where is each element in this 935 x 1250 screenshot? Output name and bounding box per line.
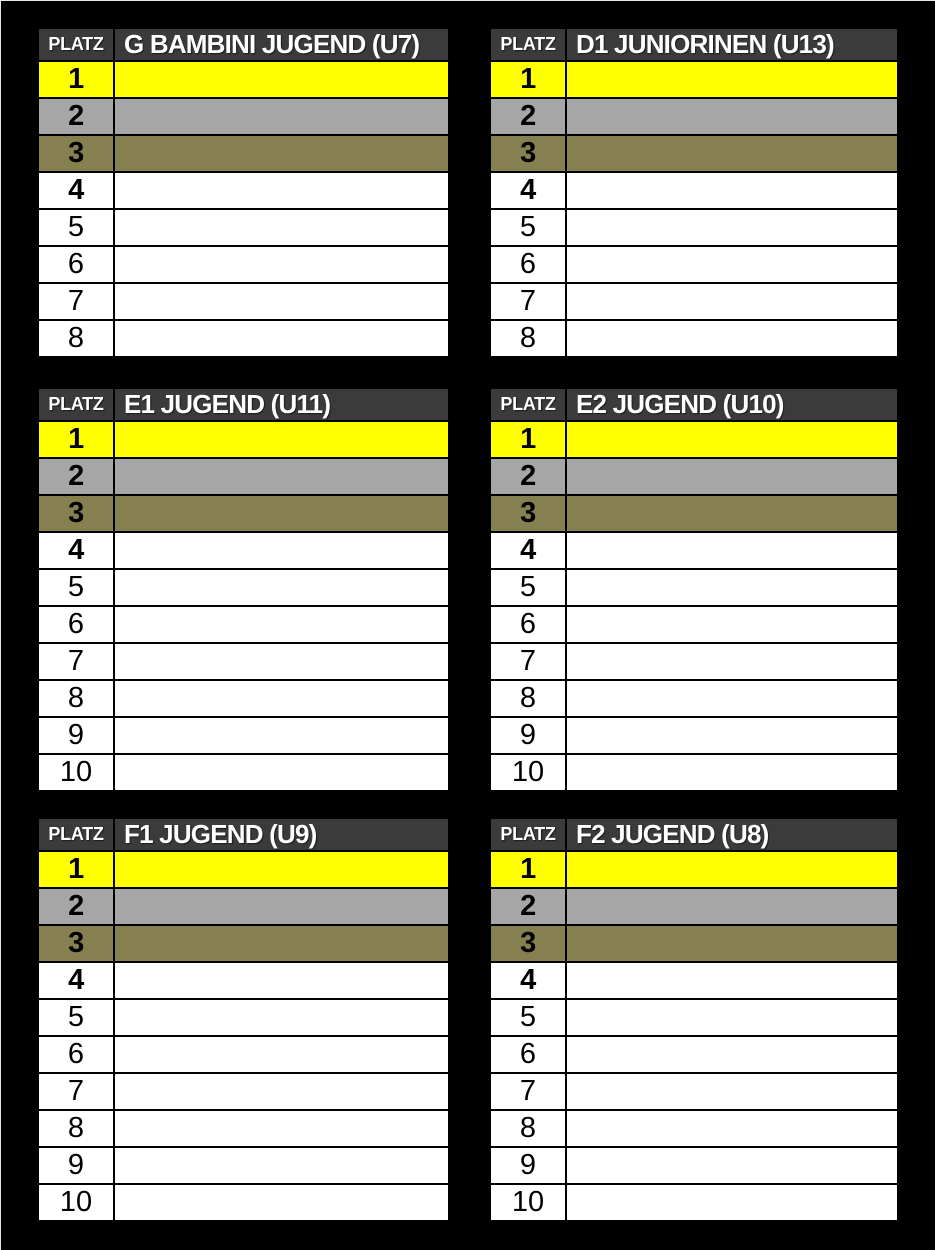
table-row xyxy=(38,717,449,754)
rank-cell: 4 xyxy=(490,172,566,209)
table-row xyxy=(38,925,449,962)
table-row xyxy=(38,1036,449,1073)
rank-cell: 7 xyxy=(490,283,566,320)
rank-cell: 5 xyxy=(490,569,566,606)
category-title-cell: D1 JUNIORINEN (U13) xyxy=(566,28,898,61)
ranking-table-d1-juniorinen-u13 xyxy=(489,27,899,358)
table-row xyxy=(38,209,449,246)
team-name-cell xyxy=(566,717,898,754)
table-header-row xyxy=(490,28,898,61)
rank-cell: 10 xyxy=(490,1184,566,1221)
team-name-cell xyxy=(566,1073,898,1110)
table-row xyxy=(38,283,449,320)
rank-cell: 10 xyxy=(490,754,566,791)
rank-cell: 5 xyxy=(490,999,566,1036)
platz-header-cell: PLATZ xyxy=(490,28,566,61)
team-name-cell xyxy=(566,283,898,320)
rank-cell: 4 xyxy=(490,962,566,999)
team-name-cell xyxy=(114,532,449,569)
team-name-cell xyxy=(114,754,449,791)
table-row xyxy=(38,135,449,172)
table-row xyxy=(490,962,898,999)
table-header-row xyxy=(38,388,449,421)
table-row xyxy=(490,717,898,754)
ranking-table-e2-jugend-u10 xyxy=(489,387,899,792)
rank-cell: 2 xyxy=(38,888,114,925)
platz-header-cell: PLATZ xyxy=(490,818,566,851)
table-row xyxy=(38,172,449,209)
team-name-cell xyxy=(566,1147,898,1184)
rank-cell: 6 xyxy=(490,1036,566,1073)
team-name-cell xyxy=(114,1073,449,1110)
rank-cell: 5 xyxy=(38,569,114,606)
table-row xyxy=(490,925,898,962)
team-name-cell xyxy=(114,925,449,962)
team-name-cell xyxy=(566,458,898,495)
team-name-cell xyxy=(566,1110,898,1147)
platz-header-cell: PLATZ xyxy=(38,388,114,421)
team-name-cell xyxy=(114,1184,449,1221)
team-name-cell xyxy=(114,1036,449,1073)
rank-cell: 8 xyxy=(490,320,566,357)
rank-cell: 5 xyxy=(38,209,114,246)
table-row xyxy=(38,962,449,999)
rank-cell: 6 xyxy=(38,1036,114,1073)
team-name-cell xyxy=(114,61,449,98)
team-name-cell xyxy=(114,1110,449,1147)
rank-cell: 2 xyxy=(38,98,114,135)
rank-cell: 1 xyxy=(38,851,114,888)
team-name-cell xyxy=(566,421,898,458)
team-name-cell xyxy=(114,999,449,1036)
rank-cell: 3 xyxy=(490,135,566,172)
team-name-cell xyxy=(566,1184,898,1221)
rank-cell: 7 xyxy=(490,1073,566,1110)
table-row xyxy=(490,754,898,791)
table-row xyxy=(490,135,898,172)
table-row xyxy=(490,1110,898,1147)
team-name-cell xyxy=(114,135,449,172)
table-row xyxy=(490,606,898,643)
rank-cell: 1 xyxy=(490,61,566,98)
table-row xyxy=(38,458,449,495)
team-name-cell xyxy=(114,495,449,532)
rank-cell: 4 xyxy=(38,172,114,209)
rank-cell: 10 xyxy=(38,1184,114,1221)
table-row xyxy=(490,999,898,1036)
rank-cell: 6 xyxy=(490,606,566,643)
table-row xyxy=(38,999,449,1036)
team-name-cell xyxy=(114,421,449,458)
table-row xyxy=(490,61,898,98)
team-name-cell xyxy=(114,458,449,495)
table-row xyxy=(490,532,898,569)
team-name-cell xyxy=(566,606,898,643)
rank-cell: 9 xyxy=(490,1147,566,1184)
rank-cell: 2 xyxy=(490,888,566,925)
rank-cell: 9 xyxy=(490,717,566,754)
team-name-cell xyxy=(114,643,449,680)
rank-cell: 3 xyxy=(38,495,114,532)
team-name-cell xyxy=(114,569,449,606)
rank-cell: 8 xyxy=(490,680,566,717)
rank-cell: 7 xyxy=(38,643,114,680)
team-name-cell xyxy=(566,98,898,135)
table-header-row xyxy=(38,818,449,851)
table-row xyxy=(38,320,449,357)
rank-cell: 3 xyxy=(38,925,114,962)
table-row xyxy=(38,532,449,569)
category-title-cell: F1 JUGEND (U9) xyxy=(114,818,449,851)
team-name-cell xyxy=(566,61,898,98)
table-row xyxy=(490,283,898,320)
table-row xyxy=(490,458,898,495)
rank-cell: 5 xyxy=(38,999,114,1036)
table-row xyxy=(38,680,449,717)
team-name-cell xyxy=(566,569,898,606)
ranking-table-e1-jugend-u11 xyxy=(37,387,450,792)
rank-cell: 4 xyxy=(38,962,114,999)
table-row xyxy=(490,172,898,209)
ranking-table-f2-jugend-u8 xyxy=(489,817,899,1222)
team-name-cell xyxy=(566,999,898,1036)
table-row xyxy=(490,495,898,532)
rank-cell: 6 xyxy=(490,246,566,283)
category-title-cell: E2 JUGEND (U10) xyxy=(566,388,898,421)
rank-cell: 4 xyxy=(38,532,114,569)
platz-header-cell: PLATZ xyxy=(38,818,114,851)
table-row xyxy=(490,209,898,246)
team-name-cell xyxy=(114,717,449,754)
table-row xyxy=(38,1110,449,1147)
rank-cell: 2 xyxy=(490,98,566,135)
team-name-cell xyxy=(566,209,898,246)
table-row xyxy=(38,888,449,925)
rank-cell: 3 xyxy=(490,925,566,962)
table-row xyxy=(38,606,449,643)
team-name-cell xyxy=(566,246,898,283)
rank-cell: 8 xyxy=(38,1110,114,1147)
team-name-cell xyxy=(566,320,898,357)
team-name-cell xyxy=(566,135,898,172)
rank-cell: 7 xyxy=(38,1073,114,1110)
rank-cell: 8 xyxy=(38,680,114,717)
table-row xyxy=(490,888,898,925)
rank-cell: 1 xyxy=(38,61,114,98)
table-header-row xyxy=(490,388,898,421)
team-name-cell xyxy=(114,98,449,135)
category-title-cell: E1 JUGEND (U11) xyxy=(114,388,449,421)
rank-cell: 2 xyxy=(38,458,114,495)
table-header-row xyxy=(38,28,449,61)
table-row xyxy=(490,680,898,717)
table-row xyxy=(38,1147,449,1184)
team-name-cell xyxy=(566,172,898,209)
team-name-cell xyxy=(114,680,449,717)
rank-cell: 6 xyxy=(38,606,114,643)
ranking-table-f1-jugend-u9 xyxy=(37,817,450,1222)
team-name-cell xyxy=(114,283,449,320)
team-name-cell xyxy=(114,320,449,357)
table-row xyxy=(490,643,898,680)
rank-cell: 10 xyxy=(38,754,114,791)
rank-cell: 8 xyxy=(38,320,114,357)
table-row xyxy=(490,1184,898,1221)
rank-cell: 7 xyxy=(490,643,566,680)
platz-header-cell: PLATZ xyxy=(490,388,566,421)
rank-cell: 1 xyxy=(490,851,566,888)
platz-header-cell: PLATZ xyxy=(38,28,114,61)
rank-cell: 7 xyxy=(38,283,114,320)
table-row xyxy=(490,421,898,458)
rank-cell: 5 xyxy=(490,209,566,246)
table-row xyxy=(38,246,449,283)
table-row xyxy=(38,754,449,791)
team-name-cell xyxy=(114,606,449,643)
team-name-cell xyxy=(114,888,449,925)
team-name-cell xyxy=(114,962,449,999)
team-name-cell xyxy=(566,643,898,680)
table-row xyxy=(38,421,449,458)
table-header-row xyxy=(490,818,898,851)
table-row xyxy=(38,1184,449,1221)
table-row xyxy=(490,98,898,135)
rank-cell: 9 xyxy=(38,717,114,754)
table-row xyxy=(38,1073,449,1110)
table-row xyxy=(490,1073,898,1110)
table-row xyxy=(38,495,449,532)
rank-cell: 2 xyxy=(490,458,566,495)
team-name-cell xyxy=(566,680,898,717)
team-name-cell xyxy=(566,925,898,962)
category-title-cell: G BAMBINI JUGEND (U7) xyxy=(114,28,449,61)
team-name-cell xyxy=(566,851,898,888)
team-name-cell xyxy=(114,851,449,888)
rank-cell: 8 xyxy=(490,1110,566,1147)
table-row xyxy=(490,246,898,283)
team-name-cell xyxy=(566,888,898,925)
team-name-cell xyxy=(566,1036,898,1073)
table-row xyxy=(38,61,449,98)
table-row xyxy=(38,851,449,888)
rank-cell: 3 xyxy=(490,495,566,532)
category-title-cell: F2 JUGEND (U8) xyxy=(566,818,898,851)
table-row xyxy=(490,320,898,357)
rank-cell: 3 xyxy=(38,135,114,172)
team-name-cell xyxy=(566,962,898,999)
ranking-table-g-bambini-jugend-u7 xyxy=(37,27,450,358)
table-row xyxy=(490,851,898,888)
team-name-cell xyxy=(566,495,898,532)
rank-cell: 4 xyxy=(490,532,566,569)
rank-cell: 9 xyxy=(38,1147,114,1184)
rank-cell: 1 xyxy=(490,421,566,458)
team-name-cell xyxy=(114,246,449,283)
table-row xyxy=(38,98,449,135)
table-row xyxy=(490,569,898,606)
team-name-cell xyxy=(114,172,449,209)
rank-cell: 1 xyxy=(38,421,114,458)
team-name-cell xyxy=(566,532,898,569)
table-row xyxy=(38,643,449,680)
rank-cell: 6 xyxy=(38,246,114,283)
table-row xyxy=(490,1147,898,1184)
team-name-cell xyxy=(114,209,449,246)
team-name-cell xyxy=(566,754,898,791)
table-row xyxy=(490,1036,898,1073)
table-row xyxy=(38,569,449,606)
team-name-cell xyxy=(114,1147,449,1184)
